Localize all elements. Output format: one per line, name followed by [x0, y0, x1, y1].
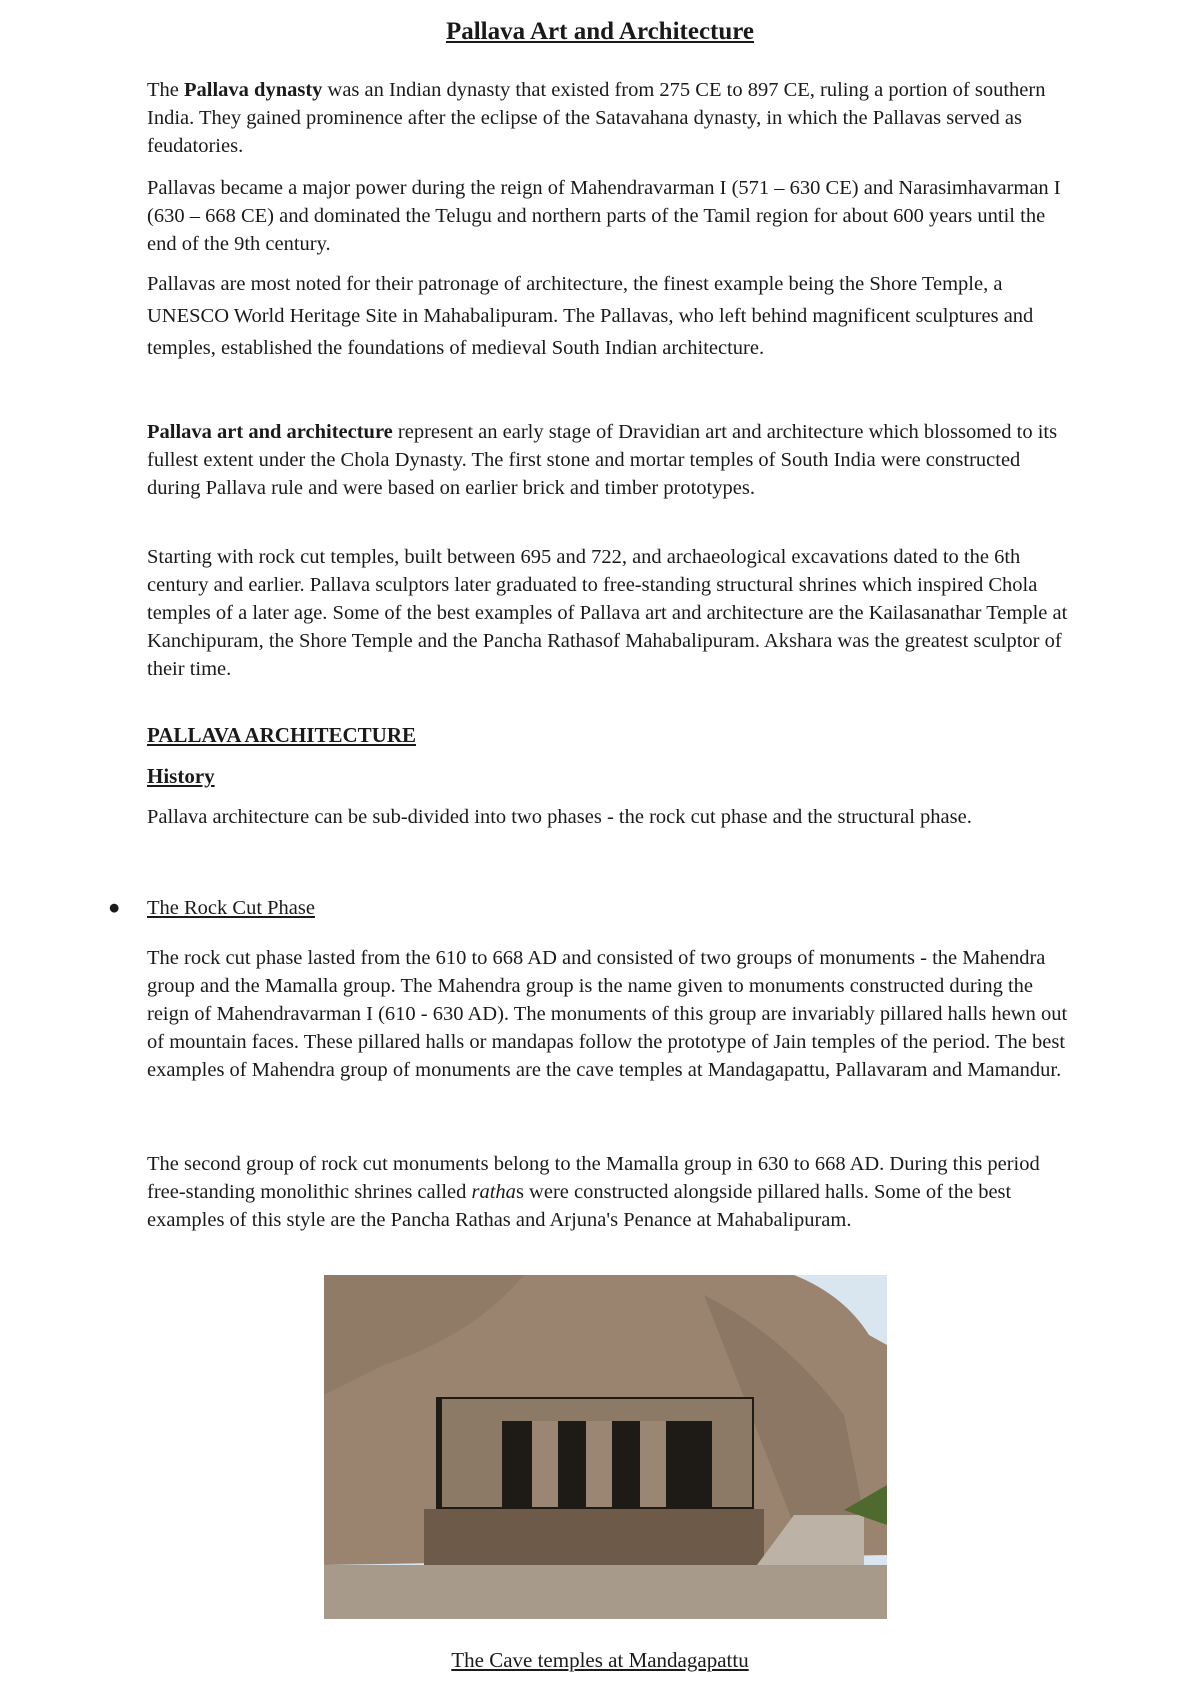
intro-bold-term: Pallava dynasty [184, 79, 323, 101]
paragraph-4-text [147, 418, 1072, 502]
photo-caption: The Cave temples at Mandagapattu [451, 1648, 749, 1672]
pillar-2 [586, 1421, 612, 1507]
paragraph-8-rest: s were constructed alongside pillared halls. Some of the best examples of this style are the Pancha Rathas and Arjuna's Penance at Mahabalipuram. [147, 1181, 1012, 1231]
paragraph-2-text: Pallavas became a major power during the reign of Mahendravarman I (571 – 630 CE) and Narasimhavarman I (630 – 668 CE) and dominated the Telugu and northern parts of the Tamil region for about 600 years until the end of the 9th century. [147, 177, 1061, 255]
right-niche-sculpture [712, 1399, 752, 1507]
section-heading-text: PALLAVA ARCHITECTURE [147, 723, 416, 747]
paragraph-3 [147, 268, 1072, 364]
paragraph-8-lead: The second group of rock cut monuments belong to the Mamalla group in 630 to 668 AD. During this period free-standing monolithic shrines called [147, 1153, 1040, 1203]
rock-ledge [424, 1509, 764, 1569]
intro-lead: The [147, 79, 184, 101]
paragraph-4-bold-term: Pallava art and architecture [147, 421, 393, 443]
page-title: Pallava Art and Architecture [445, 18, 755, 45]
paragraph-3-text: Pallavas are most noted for their patronage of architecture, the finest example being the Shore Temple, a UNESCO World Heritage Site in Mahabalipuram. The Pallavas, who left behind magnificent sculptures and temples, established the foundations of medieval South Indian architecture. [147, 273, 1034, 359]
cave-temple-photo [324, 1275, 887, 1619]
paragraph-4-rest: represent an early stage of Dravidian art and architecture which blossomed to its fullest extent under the Chola Dynasty. The first stone and mortar temples of South India were constructed during Pallava rule and were based on earlier brick and timber prototypes. [147, 421, 1058, 499]
intro-text [147, 76, 1072, 160]
subheading-history-text: History [147, 764, 215, 788]
paragraph-2 [147, 174, 1072, 258]
pillar-1 [532, 1421, 558, 1507]
paragraph-7-text: The rock cut phase lasted from the 610 to 668 AD and consisted of two groups of monuments - the Mahendra group and the Mamalla group. The Mahendra group is the name given to monuments constructed during the reign of Mahendravarman I (610 - 630 AD). The monuments of this group are invariably pillared halls hewn out of mountain faces. These pillared halls or mandapas follow the prototype of Jain temples of the period. The best examples of Mahendra group of monuments are the cave temples at Mandagapattu, Pallavaram and Mamandur. [147, 947, 1068, 1081]
bullet-item [108, 894, 315, 922]
paragraph-4 [147, 418, 1072, 502]
cave-temple-illustration [324, 1275, 887, 1619]
paragraph-7 [147, 944, 1072, 1084]
bullet-item-text: The Rock Cut Phase [147, 897, 315, 919]
section-heading [147, 723, 1072, 748]
paragraph-5 [147, 543, 1072, 683]
paragraph-6 [147, 801, 1072, 833]
paragraph-8-text [147, 1150, 1072, 1234]
bullet-dot-icon: ● [108, 897, 121, 919]
intro-paragraph [147, 76, 1072, 160]
cave-beam [502, 1399, 712, 1421]
left-niche-sculpture [442, 1399, 502, 1507]
intro-rest: was an Indian dynasty that existed from 275 CE to 897 CE, ruling a portion of southern India. They gained prominence after the eclipse of the Satavahana dynasty, in which the Pallavas served as feudatories. [147, 79, 1046, 157]
paragraph-8-italic: ratha [471, 1181, 516, 1203]
subheading-history [147, 764, 1072, 789]
paragraph-5-text: Starting with rock cut temples, built between 695 and 722, and archaeological excavations dated to the 6th century and earlier. Pallava sculptors later graduated to free-standing structural shrines which inspired Chola temples of a later age. Some of the best examples of Pallava art and architecture are the Kailasanathar Temple at Kanchipuram, the Shore Temple and the Pancha Rathasof Mahabalipuram. Akshara was the greatest sculptor of their time. [147, 546, 1068, 680]
pillar-3 [640, 1421, 666, 1507]
paragraph-6-text: Pallava architecture can be sub-divided into two phases - the rock cut phase and the structural phase. [147, 806, 972, 828]
paragraph-8 [147, 1150, 1072, 1234]
paved-ground [324, 1565, 887, 1619]
